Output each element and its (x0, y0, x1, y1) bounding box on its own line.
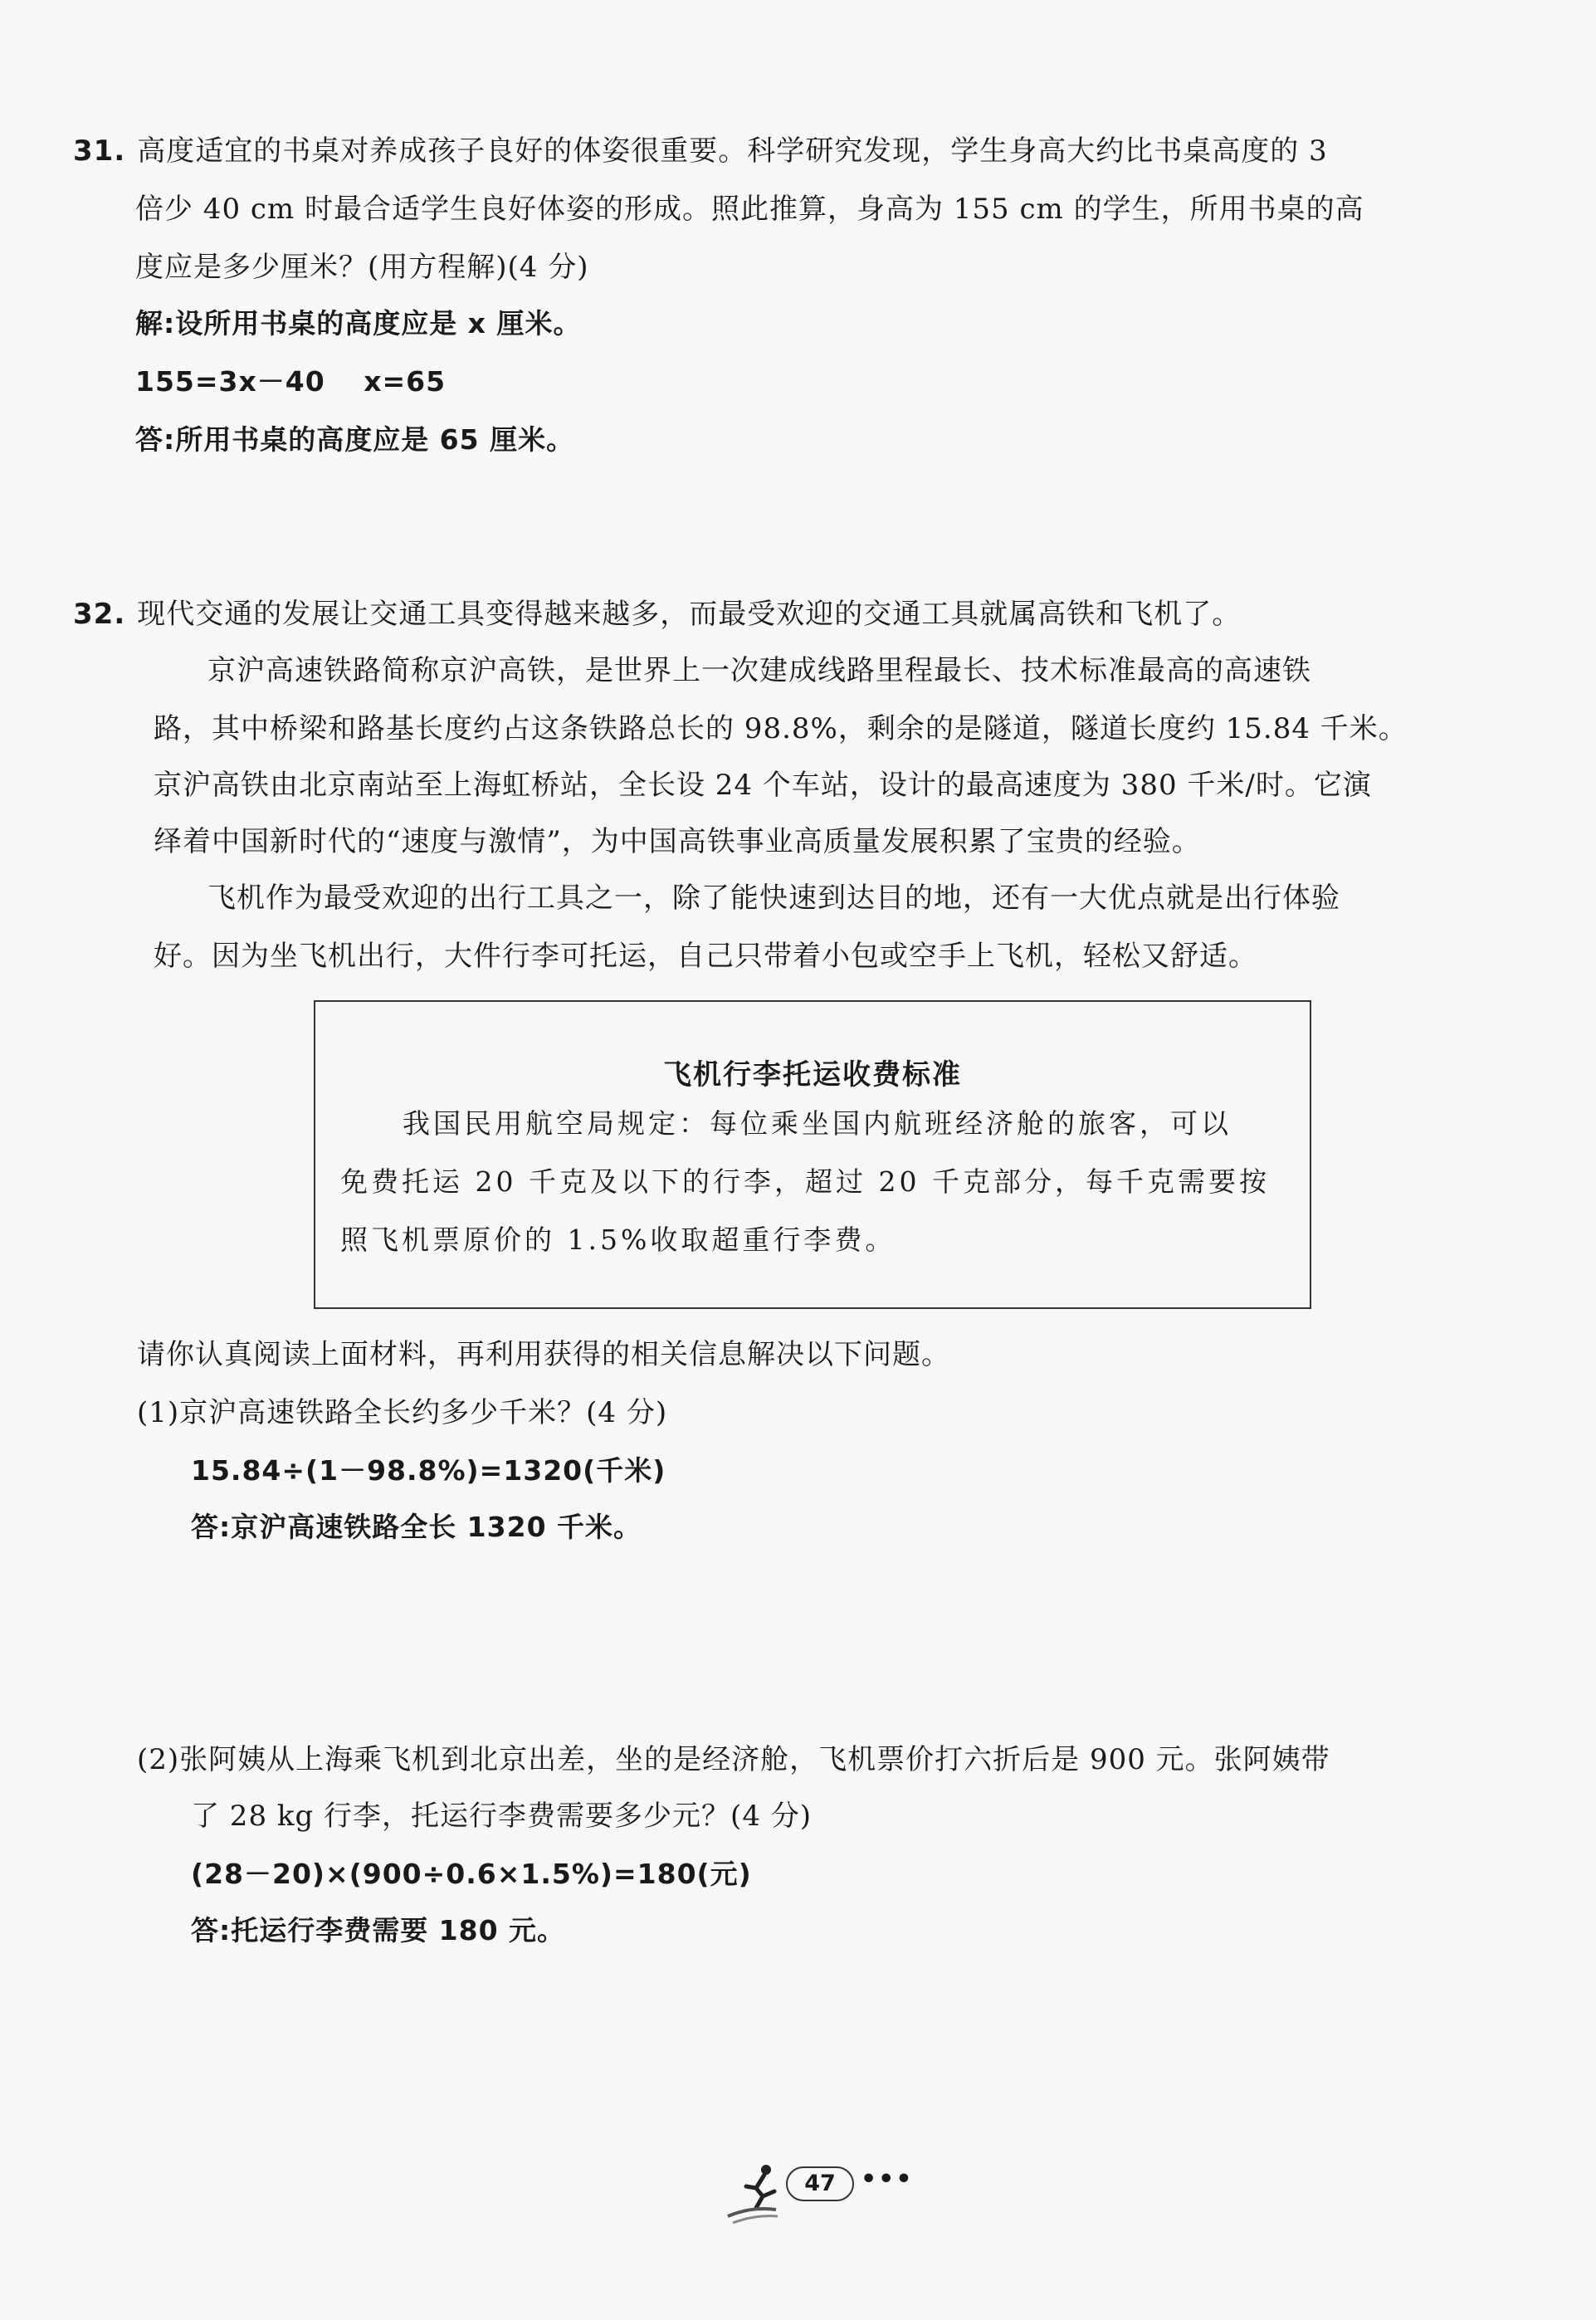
q31-line-2: 倍少 40 cm 时最合适学生良好体姿的形成。照此推算，身高为 155 cm 的学生，所用书桌的高 (135, 193, 1364, 226)
q32-sub2-answer-1: (28－20)×(900÷0.6×1.5%)=180(元) (191, 1858, 752, 1890)
baggage-fee-line-2: 免费托运 20 千克及以下的行李，超过 20 千克部分，每千克需要按 (340, 1165, 1270, 1198)
q31-number: 31. (73, 134, 126, 168)
q31-answer-1: 解:设所用书桌的高度应是 x 厘米。 (135, 307, 582, 339)
runner-logo-icon (726, 2158, 784, 2225)
q32-para2-line-2: 好。因为坐飞机出行，大件行李可托运，自己只带着小包或空手上飞机，轻松又舒适。 (154, 940, 1257, 973)
q32-para1-line-4: 绎着中国新时代的“速度与激情”，为中国高铁事业高质量发展积累了宝贵的经验。 (154, 825, 1201, 858)
q32-para1-line-1: 京沪高速铁路简称京沪高铁，是世界上一次建成线路里程最长、技术标准最高的高速铁 (207, 654, 1311, 687)
q32-para2-line-1: 飞机作为最受欢迎的出行工具之一，除了能快速到达目的地，还有一大优点就是出行体验 (207, 882, 1340, 915)
q32-sub1-answer-1: 15.84÷(1－98.8%)=1320(千米) (191, 1454, 666, 1487)
q31-answer-2: 155=3x－40 x=65 (135, 365, 447, 398)
page-footer (735, 2158, 934, 2233)
q32-sub2-question-1: (2)张阿姨从上海乘飞机到北京出差，坐的是经济舱，飞机票价打六折后是 900 元。张阿姨带 (137, 1743, 1330, 1776)
q32-sub1-question: (1)京沪高速铁路全长约多少千米？(4 分) (137, 1396, 668, 1429)
q32-number: 32. (73, 598, 126, 631)
baggage-fee-line-3: 照飞机票原价的 1.5%收取超重行李费。 (340, 1223, 896, 1256)
q32-line-intro (73, 596, 1241, 633)
q31-line-1 (73, 133, 1328, 169)
baggage-fee-box (314, 1000, 1311, 1309)
q32-intro: 现代交通的发展让交通工具变得越来越多，而最受欢迎的交通工具就属高铁和飞机了。 (137, 598, 1242, 631)
footer-dots: ••• (861, 2165, 914, 2194)
baggage-fee-line-1: 我国民用航空局规定：每位乘坐国内航班经济舱的旅客，可以 (403, 1107, 1232, 1140)
q31-line-3: 度应是多少厘米？(用方程解)(4 分) (135, 251, 589, 284)
baggage-fee-title: 飞机行李托运收费标准 (663, 1058, 962, 1092)
q32-sub2-answer-2: 答:托运行李费需要 180 元。 (191, 1914, 566, 1946)
q32-para1-line-3: 京沪高铁由北京南站至上海虹桥站，全长设 24 个车站，设计的最高速度为 380 千米/时。它演 (154, 769, 1372, 802)
q32-instruction: 请你认真阅读上面材料，再利用获得的相关信息解决以下问题。 (137, 1338, 950, 1371)
q32-sub2-question-2: 了 28 kg 行李，托运行李费需要多少元？(4 分) (191, 1800, 813, 1833)
page-number: 47 (786, 2166, 854, 2201)
q32-sub1-answer-2: 答:京沪高速铁路全长 1320 千米。 (191, 1511, 642, 1543)
q32-para1-line-2: 路，其中桥梁和路基长度约占这条铁路总长的 98.8%，剩余的是隧道，隧道长度约 15.84 千米。 (154, 712, 1408, 745)
q31-text-1: 高度适宜的书桌对养成孩子良好的体姿很重要。科学研究发现，学生身高大约比书桌高度的 3 (137, 134, 1328, 168)
q31-answer-3: 答:所用书桌的高度应是 65 厘米。 (135, 423, 575, 456)
